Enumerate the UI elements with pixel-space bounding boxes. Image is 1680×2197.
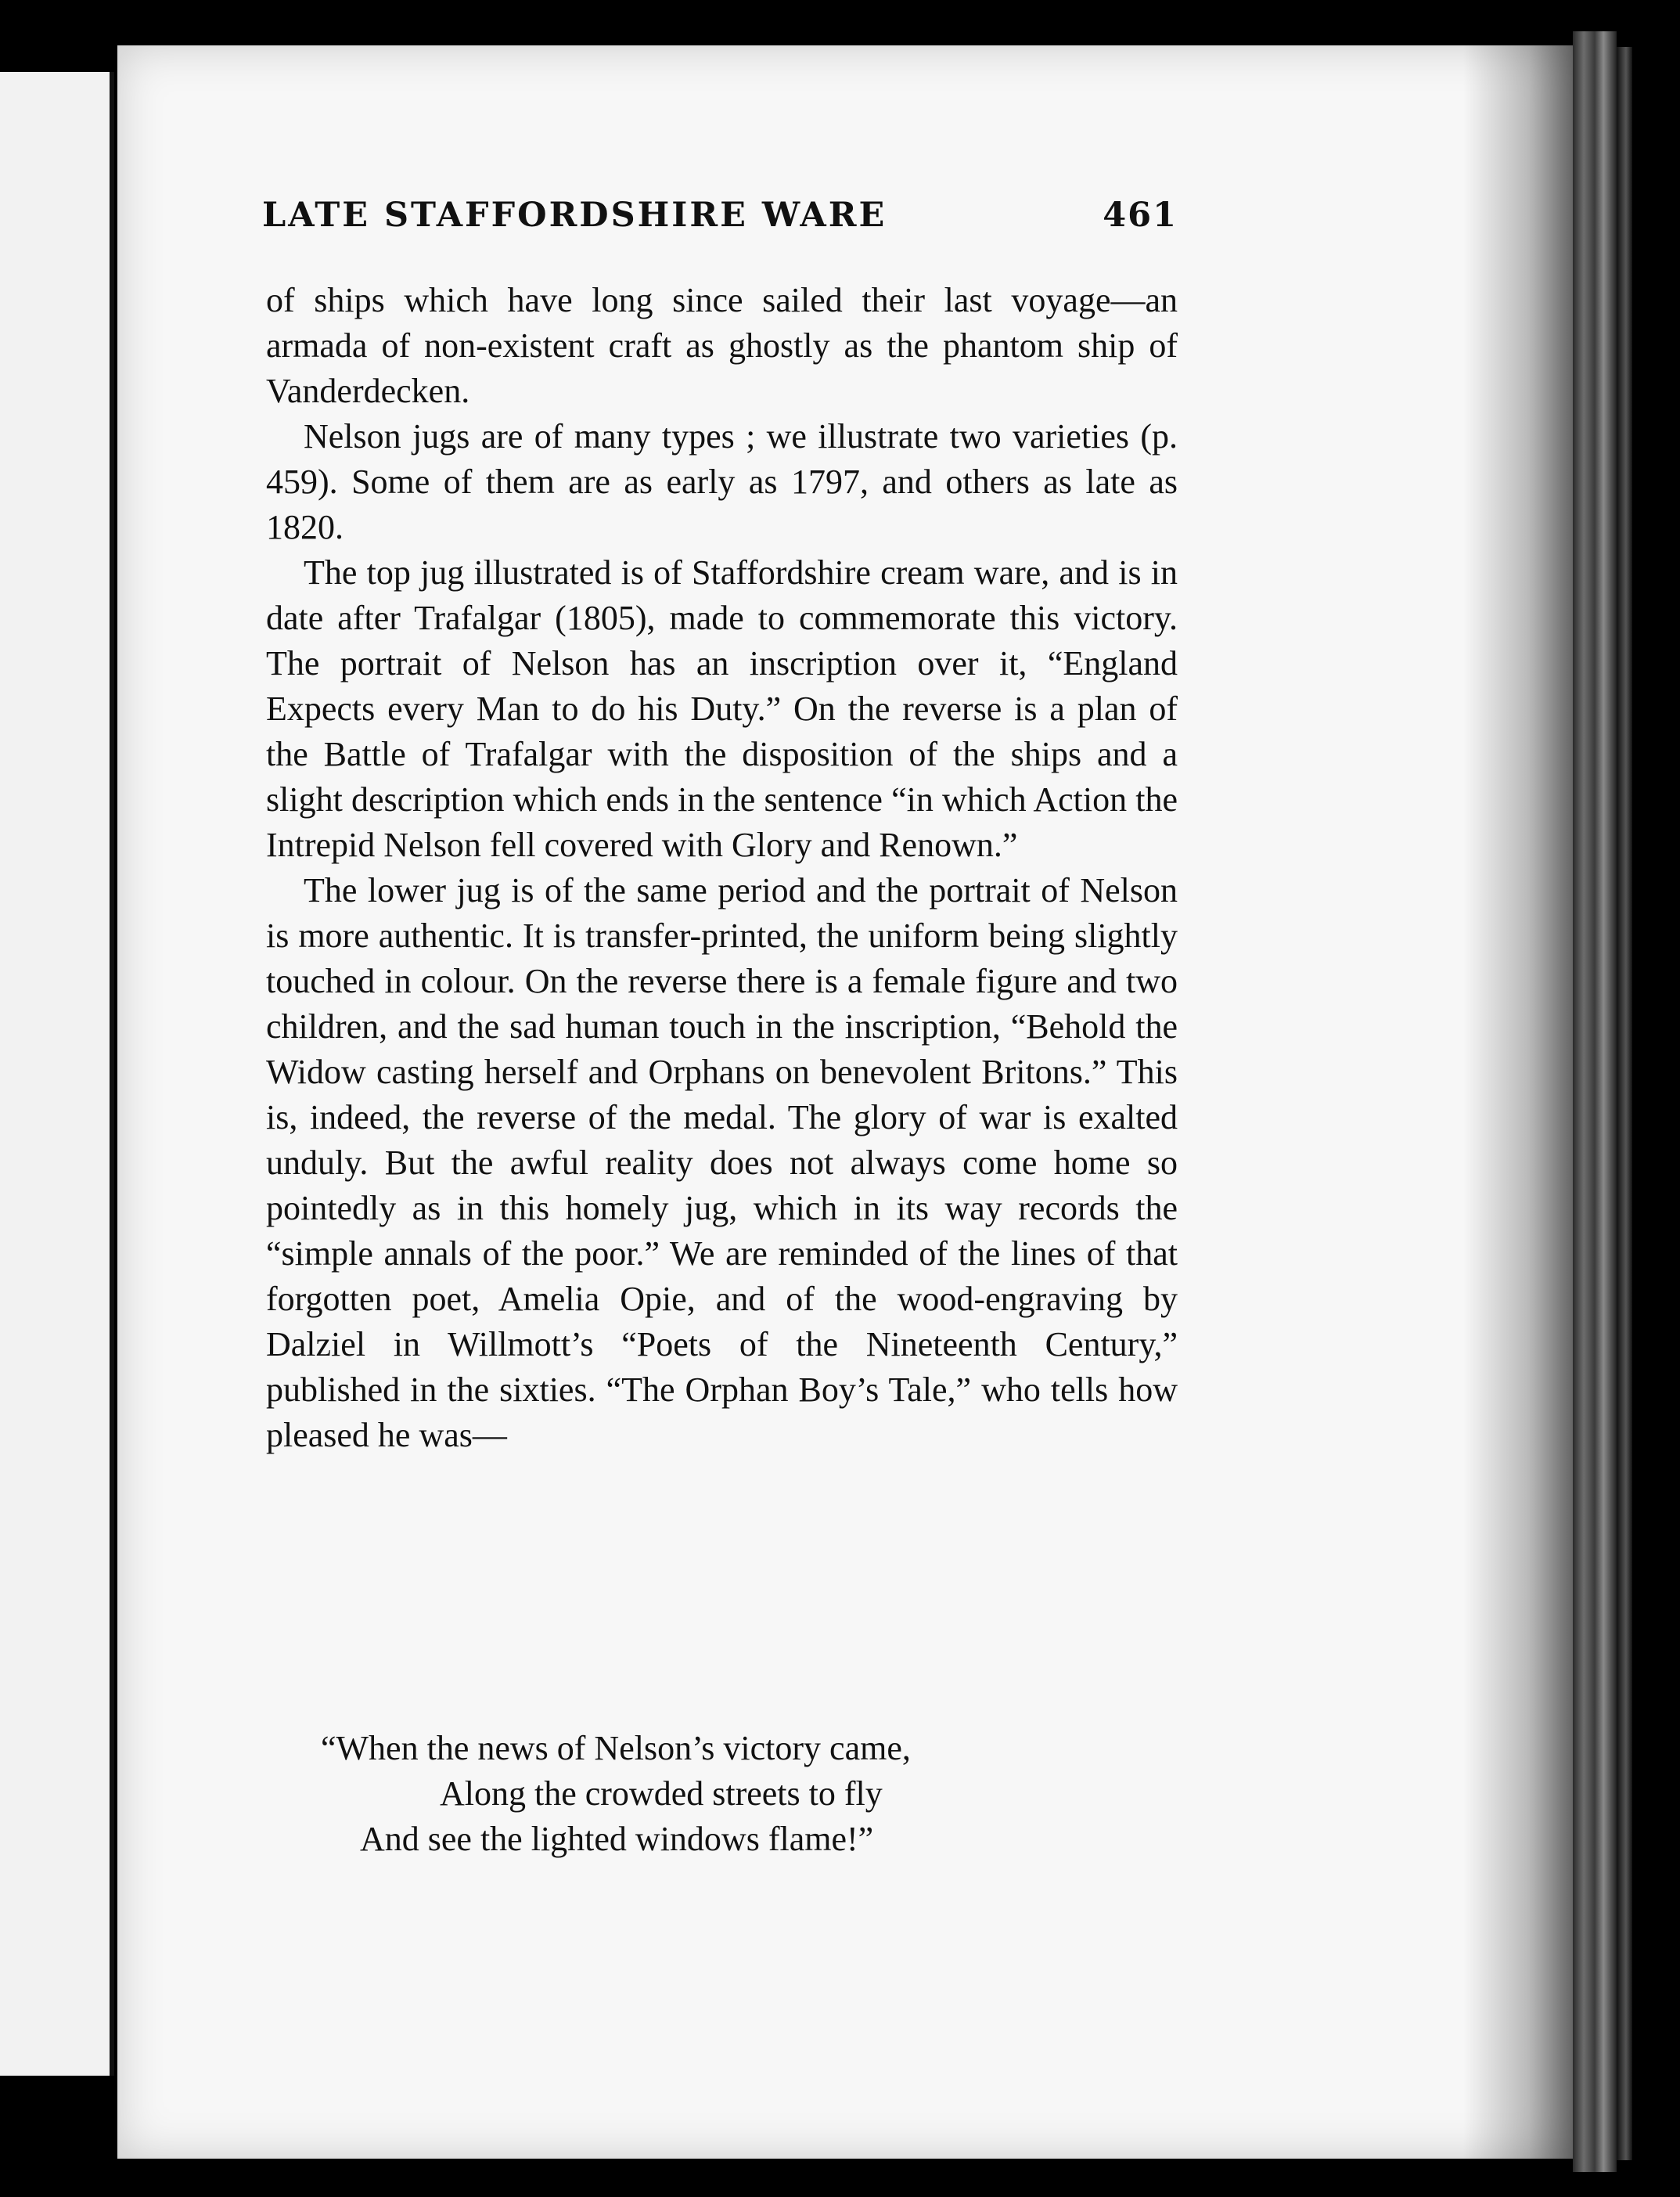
paragraph-1: of ships which have long since sailed their last voyage—an armada of non-existent craft as ghostly as the phantom ship of Vanderdecken. <box>266 281 1178 410</box>
paragraph-2: Nelson jugs are of many types ; we illustrate two varieties (p. 459). Some of them are as early as 1797, and others as late as 1820. <box>266 417 1178 546</box>
book-spine-shadow <box>1617 47 1632 2160</box>
verse-line-3: And see the lighted windows flame!” <box>360 1820 874 1858</box>
verse-line-2: Along the crowded streets to fly <box>440 1774 883 1813</box>
running-head: LATE STAFFORDSHIRE WARE <box>262 196 887 235</box>
verse-quotation <box>321 1726 1103 1862</box>
adjacent-page-edge <box>0 72 114 2076</box>
page-number: 461 <box>1103 196 1178 235</box>
page-header <box>262 196 1178 235</box>
paragraph-4: The lower jug is of the same period and the portrait of Nelson is more authentic. It is transfer-printed, the uniform being slightly touched in colour. On the reverse there is a female figure and two children, and the sad human touch in the inscription, “Behold the Widow casting herself and Orphans on benevolent Britons.” This is, indeed, the reverse of the medal. The glory of war is exalted unduly. But the awful reality does not always come home so pointedly as in this homely jug, which in its way records the “simple annals of the poor.” We are reminded of the lines of that forgotten poet, Amelia Opie, and of the wood-engraving by Dalziel in Willmott’s “Poets of the Nineteenth Century,” published in the sixties. “The Orphan Boy’s Tale,” who tells how pleased he was— <box>266 871 1178 1454</box>
paragraph-3: The top jug illustrated is of Staffordshire cream ware, and is in date after Trafalgar (1805), made to commemorate this victory. The portrait of Nelson has an inscription over it, “England Expects every Man to do his Duty.” On the reverse is a plan of the Battle of Trafalgar with the disposition of the ships and a slight description which ends in the sentence “in which Action the Intrepid Nelson fell covered with Glory and Renown.” <box>266 553 1178 864</box>
book-spine-edge <box>1573 31 1617 2172</box>
body-text <box>266 278 1178 1458</box>
verse-line-1: “When the news of Nelson’s victory came, <box>321 1729 911 1767</box>
